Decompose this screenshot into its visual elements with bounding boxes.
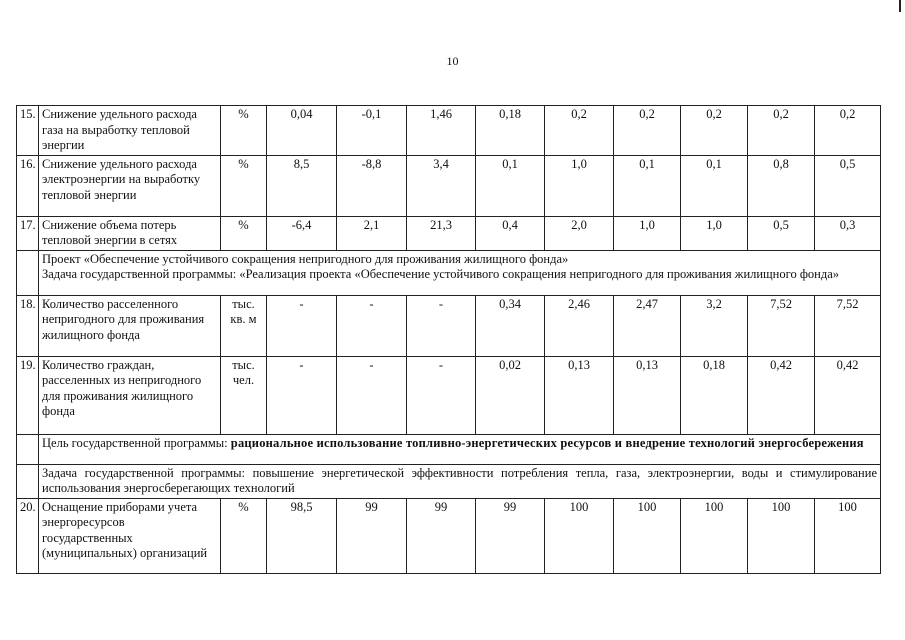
value-cell: 0,02 xyxy=(476,356,545,434)
project-section-cell xyxy=(39,250,881,295)
indicator-name: Снижение удельного расхода газа на выработку тепловой энергии xyxy=(39,106,221,156)
value-cell: 0,4 xyxy=(476,216,545,250)
table-row xyxy=(17,356,881,434)
value-cell: 0,5 xyxy=(748,216,815,250)
value-cell: 98,5 xyxy=(267,498,337,573)
indicator-name: Снижение объема потерь тепловой энергии в сетях xyxy=(39,216,221,250)
value-cell: 1,0 xyxy=(681,216,748,250)
value-cell: 0,2 xyxy=(614,106,681,156)
value-cell: 0,18 xyxy=(476,106,545,156)
value-cell: -0,1 xyxy=(337,106,407,156)
table-row xyxy=(17,498,881,573)
value-cell: -6,4 xyxy=(267,216,337,250)
value-cell: 0,13 xyxy=(545,356,614,434)
value-cell: 0,1 xyxy=(681,155,748,216)
value-cell: 100 xyxy=(614,498,681,573)
value-cell: - xyxy=(407,295,476,356)
value-cell: 100 xyxy=(748,498,815,573)
indicator-name: Снижение удельного расхода электроэнергии на выработку тепловой энергии xyxy=(39,155,221,216)
value-cell: 3,4 xyxy=(407,155,476,216)
task-cell: Задача государственной программы: повышение энергетической эффективности потребления тепла, газа, электроэнергии, воды и стимулирование использования энергосберегающих технологий xyxy=(39,464,881,498)
value-cell: 2,47 xyxy=(614,295,681,356)
section-row-goal xyxy=(17,434,881,464)
unit-cell: тыс. кв. м xyxy=(221,295,267,356)
value-cell: 0,2 xyxy=(815,106,881,156)
value-cell: 7,52 xyxy=(748,295,815,356)
goal-cell xyxy=(39,434,881,464)
value-cell: 0,18 xyxy=(681,356,748,434)
page-number: 10 xyxy=(446,54,459,68)
row-number: 17. xyxy=(17,216,39,250)
value-cell: 100 xyxy=(815,498,881,573)
value-cell: - xyxy=(267,356,337,434)
value-cell: 99 xyxy=(476,498,545,573)
table-row xyxy=(17,106,881,156)
value-cell: 0,2 xyxy=(681,106,748,156)
value-cell: - xyxy=(337,356,407,434)
value-cell: 1,0 xyxy=(545,155,614,216)
value-cell: 100 xyxy=(681,498,748,573)
row-number: 20. xyxy=(17,498,39,573)
project-task: Задача государственной программы: «Реализация проекта «Обеспечение устойчивого сокращения непригодного для проживания жилищного фонда» xyxy=(42,267,840,281)
value-cell: 0,8 xyxy=(748,155,815,216)
unit-cell: % xyxy=(221,106,267,156)
unit-cell: % xyxy=(221,498,267,573)
table-row xyxy=(17,295,881,356)
value-cell: 8,5 xyxy=(267,155,337,216)
value-cell: 0,04 xyxy=(267,106,337,156)
table-row xyxy=(17,216,881,250)
empty-number-cell xyxy=(17,250,39,295)
empty-number-cell xyxy=(17,464,39,498)
value-cell: 0,1 xyxy=(476,155,545,216)
row-number: 19. xyxy=(17,356,39,434)
value-cell: 2,46 xyxy=(545,295,614,356)
value-cell: 0,34 xyxy=(476,295,545,356)
unit-cell: тыс. чел. xyxy=(221,356,267,434)
goal-text: рациональное использование топливно-энергетических ресурсов и внедрение технологий энергосбережения xyxy=(230,435,864,450)
value-cell: -8,8 xyxy=(337,155,407,216)
unit-cell: % xyxy=(221,216,267,250)
indicators-table xyxy=(16,105,881,574)
table-row xyxy=(17,155,881,216)
value-cell: 0,2 xyxy=(748,106,815,156)
value-cell: 100 xyxy=(545,498,614,573)
value-cell: 0,5 xyxy=(815,155,881,216)
value-cell: 3,2 xyxy=(681,295,748,356)
indicator-name: Количество расселенного непригодного для проживания жилищного фонда xyxy=(39,295,221,356)
value-cell: 0,2 xyxy=(545,106,614,156)
value-cell: - xyxy=(267,295,337,356)
value-cell: 21,3 xyxy=(407,216,476,250)
value-cell: 0,42 xyxy=(815,356,881,434)
indicator-name: Количество граждан, расселенных из непригодного для проживания жилищного фонда xyxy=(39,356,221,434)
value-cell: 99 xyxy=(337,498,407,573)
unit-cell: % xyxy=(221,155,267,216)
value-cell: 0,42 xyxy=(748,356,815,434)
value-cell: 2,0 xyxy=(545,216,614,250)
goal-label: Цель государственной программы: xyxy=(42,435,231,450)
value-cell: 0,13 xyxy=(614,356,681,434)
row-number: 15. xyxy=(17,106,39,156)
value-cell: 1,46 xyxy=(407,106,476,156)
section-row-project xyxy=(17,250,881,295)
scan-edge-mark xyxy=(899,0,901,12)
value-cell: 0,1 xyxy=(614,155,681,216)
indicator-name: Оснащение приборами учета энергоресурсов государственных (муниципальных) организаций xyxy=(39,498,221,573)
value-cell: 1,0 xyxy=(614,216,681,250)
project-title: Проект «Обеспечение устойчивого сокращения непригодного для проживания жилищного фонда» xyxy=(42,251,569,266)
row-number: 18. xyxy=(17,295,39,356)
section-row-task xyxy=(17,464,881,498)
value-cell: 0,3 xyxy=(815,216,881,250)
row-number: 16. xyxy=(17,155,39,216)
value-cell: - xyxy=(337,295,407,356)
value-cell: 7,52 xyxy=(815,295,881,356)
value-cell: - xyxy=(407,356,476,434)
value-cell: 2,1 xyxy=(337,216,407,250)
empty-number-cell xyxy=(17,434,39,464)
value-cell: 99 xyxy=(407,498,476,573)
